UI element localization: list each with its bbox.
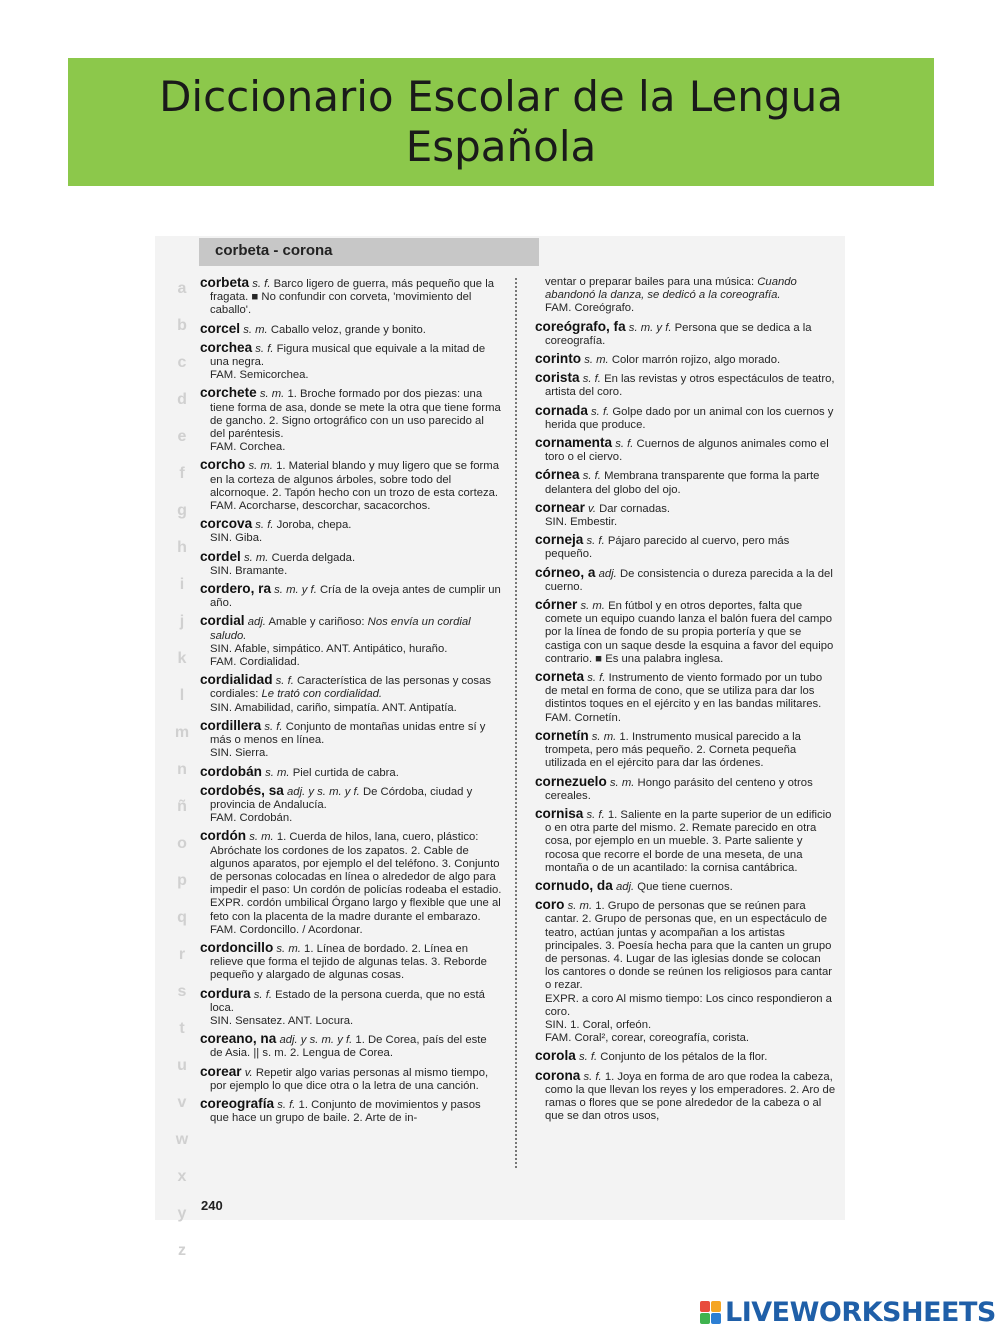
entry-definition: 1. Broche formado por dos piezas: una tiene forma de asa, donde se mete la otra que tiene forma de gancho. 2. Signo ortográfico con un uso parecido al del paréntesis. — [210, 388, 501, 441]
dictionary-entry — [200, 719, 502, 761]
liveworksheets-mark-icon — [700, 1301, 721, 1324]
entry-definition: 1. Línea de bordado. 2. Línea en relieve que forma el tejido de algunas telas. 3. Reborde pequeño y alargado de algunas cosas. — [210, 942, 487, 982]
entry-grammar: s. m. — [243, 551, 269, 564]
left-column — [200, 276, 502, 1129]
entry-definition: Piel curtida de cabra. — [292, 766, 399, 779]
entry-headword: cordura — [200, 985, 251, 1001]
entry-grammar: s. m. y f. — [274, 584, 317, 597]
entry-grammar: s. f. — [586, 535, 605, 548]
side-letter: n — [177, 761, 187, 778]
entry-definition: Amable y cariñoso: — [268, 616, 365, 629]
entry-subline: EXPR. cordón umbilical Órgano largo y flexible que une al feto con la placenta de la madre durante el embarazo. — [210, 897, 501, 923]
entry-definition: Repetir algo varias personas al mismo tiempo, por ejemplo lo que dice otra o la letra de una canción. — [210, 1066, 489, 1092]
entry-subline: SIN. Embestir. — [545, 516, 618, 529]
side-letter: y — [177, 1205, 187, 1222]
entry-subline: SIN. Afable, simpático. ANT. Antipático, huraño. — [210, 642, 448, 655]
dictionary-entry — [200, 1065, 502, 1093]
entry-subline: SIN. Giba. — [210, 532, 263, 545]
column-divider — [515, 278, 517, 1168]
dictionary-entry — [200, 941, 502, 983]
dictionary-entry — [535, 879, 837, 894]
entry-subline: FAM. Coral², corear, coreografía, corista. — [545, 1032, 750, 1045]
entry-subline: SIN. Sierra. — [210, 747, 269, 760]
side-letter: e — [177, 428, 187, 445]
dictionary-entry — [535, 670, 837, 725]
title-banner — [68, 58, 934, 186]
entry-headword: cornada — [535, 402, 588, 418]
liveworksheets-logo — [700, 1296, 996, 1328]
entry-headword: corchete — [200, 385, 257, 401]
entry-continuation: ventar o preparar bailes para una música: — [545, 276, 755, 288]
entry-subline: FAM. Acorcharse, descorchar, sacacorchos. — [210, 500, 431, 513]
dictionary-entry — [535, 598, 837, 666]
dictionary-entry — [200, 829, 502, 937]
entry-grammar: s. m. — [248, 460, 273, 473]
entry-definition: Cuernos de algunos animales como el toro o el ciervo. — [545, 438, 829, 464]
entry-subline: SIN. Amabilidad, cariño, simpatía. ANT. Antipatía. — [210, 701, 457, 714]
entry-headword: corear — [200, 1063, 242, 1079]
side-letter: a — [177, 280, 187, 297]
dictionary-entry — [535, 371, 837, 399]
dictionary-entry — [200, 784, 502, 826]
entry-grammar: adj. — [615, 880, 635, 893]
dictionary-entry — [535, 807, 837, 875]
entry-headword: corista — [535, 370, 580, 386]
side-letter: i — [179, 576, 185, 593]
dictionary-entry — [200, 765, 502, 780]
side-letter: w — [175, 1131, 189, 1148]
page-header: corbeta - corona — [215, 242, 333, 259]
dictionary-entry — [535, 775, 837, 803]
entry-subline: FAM. Cordialidad. — [210, 656, 300, 669]
entry-definition: Que tiene cuernos. — [637, 880, 733, 893]
entry-headword: corbeta — [200, 275, 250, 290]
dictionary-entry — [200, 614, 502, 669]
dictionary-entry — [200, 987, 502, 1029]
dictionary-entry — [200, 341, 502, 383]
logo-square — [711, 1313, 721, 1324]
right-column — [535, 276, 837, 1127]
dictionary-entry — [535, 1049, 837, 1064]
entry-grammar: s. f. — [277, 1098, 296, 1111]
entry-grammar: s. m. — [276, 942, 301, 955]
entry-headword: cornetín — [535, 727, 589, 743]
entry-definition: Instrumento de viento formado por un tubo de metal en forma de cono, que se utiliza para dar los distintos toques en el ejército y en las bandas militares. — [545, 672, 823, 711]
side-letter: o — [177, 835, 187, 852]
entry-headword: coreógrafo, fa — [535, 318, 626, 334]
entry-headword: cornamenta — [535, 435, 613, 451]
dictionary-entry — [200, 673, 502, 715]
entry-definition: 1. Cuerda de hilos, lana, cuero, plástico: Abróchate los cordones de los zapatos. 2. Cable de algunos aparatos, por ejemplo el del teléfono. 3. Conjunto de personas colocadas en línea o alrededor de algo para impedir el paso: Un cordón de policías rodeaba el estadio. — [210, 831, 502, 897]
side-letter: v — [177, 1094, 187, 1111]
entry-example: Nos envía un cordial saludo. — [210, 616, 471, 642]
entry-headword: corola — [535, 1048, 576, 1064]
brand-name: LIVEWORKSHEETS — [725, 1296, 996, 1328]
entry-definition: 1. Joya en forma de aro que rodea la cabeza, como la que llevan los reyes y los emperadores. 2. Aro de ramas o flores que se pone alrededor de la cabeza o al que se dan otros usos, — [545, 1070, 836, 1123]
entry-grammar: s. f. — [275, 675, 294, 688]
entry-definition: Barco ligero de guerra, más pequeño que la fragata. ■ No confundir con corveta, 'movimiento del caballo'. — [210, 278, 495, 317]
entry-definition: 1. Material blando y muy ligero que se forma en la corteza de algunos árboles, sobre todo del alcornoque. 2. Tapón hecho con un trozo de esta corteza. — [210, 460, 500, 499]
side-letter: h — [177, 539, 187, 556]
entry-grammar: s. m. — [591, 730, 617, 743]
side-letter: d — [177, 391, 187, 408]
entry-definition: 1. De Corea, país del este de Asia. || s. m. 2. Lengua de Corea. — [210, 1034, 487, 1060]
entry-headword: cornudo, da — [535, 877, 613, 893]
side-letter: r — [178, 946, 186, 963]
entry-headword: cornear — [535, 499, 585, 515]
entry-headword: córneo, a — [535, 564, 596, 580]
entry-definition: Dar cornadas. — [599, 502, 671, 515]
side-letter: j — [179, 613, 185, 630]
entry-definition: Hongo parásito del centeno y otros cereales. — [545, 776, 813, 802]
entry-grammar: s. f. — [582, 373, 601, 386]
entry-definition: 1. Conjunto de movimientos y pasos que hace un grupo de baile. 2. Arte de in- — [210, 1098, 481, 1125]
dictionary-entry — [535, 533, 837, 561]
side-letter: p — [177, 872, 187, 889]
entry-grammar: s. f. — [615, 438, 634, 451]
side-letter: b — [177, 317, 187, 334]
entry-subline: SIN. 1. Coral, orfeón. — [545, 1018, 652, 1031]
entry-headword: cornezuelo — [535, 773, 607, 789]
entry-subline: SIN. Sensatez. ANT. Locura. — [210, 1014, 354, 1027]
entry-definition: Cría de la oveja antes de cumplir un año. — [210, 584, 501, 610]
entry-headword: corcel — [200, 320, 241, 336]
entry-grammar: s. f. — [253, 988, 272, 1001]
entry-definition: En fútbol y en otros deportes, falta que comete un equipo cuando lanza el balón fuera del campo por la línea de fondo de su propia portería y que se castiga con un saque desde la esquina a favor del equipo contrario. ■ Es una palabra inglesa. — [545, 600, 834, 665]
dictionary-entry — [200, 517, 502, 545]
entry-grammar: s. f. — [255, 519, 274, 532]
side-letter: ñ — [177, 798, 187, 815]
side-letter: k — [177, 650, 187, 667]
entry-headword: cordial — [200, 613, 245, 629]
page-header-bar — [199, 238, 539, 266]
entry-grammar: s. f. — [591, 405, 610, 418]
entry-definition: Característica de las personas y cosas cordiales: — [210, 675, 492, 701]
dictionary-entry — [200, 276, 502, 318]
entry-definition: Joroba, chepa. — [276, 519, 352, 532]
entry-definition: Golpe dado por un animal con los cuernos y herida que produce. — [545, 405, 834, 431]
entry-grammar: v. — [588, 502, 596, 515]
entry-definition: Membrana transparente que forma la parte delantera del globo del ojo. — [545, 470, 820, 496]
entry-grammar: s. m. — [584, 354, 609, 367]
entry-headword: cordialidad — [200, 672, 273, 688]
entry-grammar: adj. — [247, 616, 266, 629]
dictionary-entry — [200, 1097, 502, 1125]
entry-definition: Conjunto de los pétalos de la flor. — [600, 1051, 768, 1064]
side-letter: s — [177, 983, 187, 1000]
entry-definition: De Córdoba, ciudad y provincia de Andalucía. — [210, 785, 473, 811]
entry-grammar: s. m. — [259, 388, 285, 401]
dictionary-page — [155, 236, 845, 1259]
dictionary-entry — [200, 1032, 502, 1060]
entry-headword: cordillera — [200, 717, 262, 733]
entry-grammar: s. f. — [578, 1051, 598, 1064]
entry-headword: corcova — [200, 516, 253, 532]
entry-definition: De consistencia o dureza parecida a la del cuerno. — [545, 567, 833, 593]
side-letter: t — [179, 1020, 185, 1037]
entry-headword: córner — [535, 597, 578, 613]
dictionary-entry — [535, 404, 837, 432]
entry-definition: 1. Instrumento musical parecido a la trompeta, pero más pequeño. 2. Corneta pequeña utilizada en el ejército para dar las órdenes. — [545, 730, 801, 770]
entry-definition: Color marrón rojizo, algo morado. — [611, 354, 781, 367]
entry-subline: FAM. Cordoncillo. / Acordonar. — [210, 923, 363, 936]
side-letter: q — [177, 909, 187, 926]
entry-subline: FAM. Corchea. — [210, 441, 286, 454]
entry-headword: cordero, ra — [200, 581, 272, 597]
side-letter-index — [169, 270, 195, 1269]
entry-headword: corneja — [535, 532, 584, 548]
dictionary-entry — [200, 550, 502, 578]
entry-example: Cuando abandonó la danza, se dedicó a la coreografía. — [545, 276, 797, 302]
entry-headword: cordobés, sa — [200, 782, 284, 798]
entry-grammar: s. f. — [587, 672, 606, 685]
entry-grammar: s. m. — [243, 323, 268, 336]
entry-headword: córnea — [535, 467, 580, 483]
entry-headword: coreografía — [200, 1095, 275, 1111]
entry-headword: corona — [535, 1067, 581, 1083]
entry-grammar: adj. y s. m. y f. — [287, 785, 360, 798]
entry-grammar: s. m. — [580, 600, 605, 613]
entry-definition: Cuerda delgada. — [271, 551, 356, 564]
entry-headword: corcho — [200, 457, 246, 473]
side-letter: z — [178, 1242, 186, 1259]
entry-definition: En las revistas y otros espectáculos de teatro, artista del coro. — [545, 373, 835, 399]
dictionary-entry — [535, 468, 837, 496]
entry-subline: FAM. Cornetín. — [545, 711, 621, 724]
entry-definition: 1. Grupo de personas que se reúnen para cantar. 2. Grupo de personas que, en un espectáculo de teatro, actúan juntas y acompañan a los artistas principales. 3. Poesía hecha para que la canten un grupo de personas. 4. Lugar de las iglesias donde se colocan los cantores o donde se reúnen los religiosos para cantar o rezar. — [545, 900, 832, 992]
side-letter: l — [179, 687, 185, 704]
entry-definition: Caballo veloz, grande y bonito. — [270, 323, 426, 336]
entry-headword: cornisa — [535, 805, 584, 821]
entry-definition: Estado de la persona cuerda, que no está loca. — [210, 988, 485, 1014]
entry-definition: Conjunto de montañas unidas entre sí y más o menos en línea. — [210, 720, 486, 747]
entry-subline: FAM. Cordobán. — [210, 812, 293, 825]
entry-definition: Pájaro parecido al cuervo, pero más pequeño. — [545, 535, 790, 561]
entry-headword: corchea — [200, 339, 253, 355]
entry-grammar: v. — [244, 1066, 253, 1079]
entry-definition: 1. Saliente en la parte superior de un edificio o en otra parte del mismo. 2. Remate parecido en otra cosa, por ejemplo en un mueble. 3. Parte saliente y rocosa que recorre el borde de una meseta, de una montaña o de un acantilado: la cornisa cantábrica. — [545, 808, 832, 874]
entry-grammar: s. f. — [252, 278, 271, 290]
entry-subline: FAM. Coreógrafo. — [545, 302, 635, 315]
entry-subline: FAM. Semicorchea. — [210, 369, 309, 382]
entry-headword: cordel — [200, 548, 241, 564]
dictionary-entry — [200, 582, 502, 610]
dictionary-entry — [535, 1069, 837, 1124]
dictionary-entry — [535, 729, 837, 771]
entry-headword: cordoncillo — [200, 939, 274, 955]
entry-grammar: s. m. — [265, 766, 290, 779]
side-letter: f — [179, 465, 185, 482]
entry-subline: EXPR. a coro Al mismo tiempo: Los cinco respondieron a coro. — [545, 992, 832, 1018]
entry-grammar: s. f. — [586, 808, 605, 821]
entry-grammar: s. f. — [264, 720, 283, 733]
entry-grammar: s. m. — [567, 900, 593, 913]
logo-square — [711, 1301, 721, 1312]
page-number: 240 — [201, 1198, 223, 1213]
entry-grammar: s. f. — [583, 1070, 602, 1083]
entry-definition: Figura musical que equivale a la mitad de una negra. — [210, 342, 486, 369]
entry-headword: coro — [535, 897, 565, 913]
entry-headword: cordobán — [200, 763, 262, 779]
dictionary-entry — [200, 458, 502, 513]
entry-subline: SIN. Bramante. — [210, 564, 288, 577]
page-title: Diccionario Escolar de la Lengua Española — [159, 72, 843, 171]
entry-example: Le trató con cordialidad. — [261, 688, 383, 701]
dictionary-entry — [535, 320, 837, 348]
entry-headword: corneta — [535, 669, 585, 685]
side-letter: x — [177, 1168, 187, 1185]
dictionary-entry — [200, 322, 502, 337]
side-letter: m — [174, 724, 190, 741]
logo-square — [700, 1313, 710, 1324]
dictionary-entry — [200, 386, 502, 454]
dictionary-entry — [535, 352, 837, 367]
entry-grammar: s. m. — [609, 776, 635, 789]
entry-definition: Persona que se dedica a la coreografía. — [545, 321, 812, 347]
logo-square — [700, 1301, 710, 1312]
dictionary-entry — [535, 566, 837, 594]
entry-grammar: s. m. y f. — [628, 321, 672, 334]
entry-grammar: s. f. — [255, 342, 274, 355]
dictionary-entry — [535, 276, 837, 316]
entry-headword: corinto — [535, 351, 582, 367]
dictionary-entry — [535, 436, 837, 464]
entry-grammar: adj. — [598, 567, 617, 580]
entry-grammar: s. m. — [249, 831, 274, 844]
dictionary-entry — [535, 898, 837, 1045]
entry-headword: coreano, na — [200, 1031, 277, 1047]
side-letter: g — [177, 502, 187, 519]
entry-grammar: adj. y s. m. y f. — [279, 1034, 353, 1047]
entry-grammar: s. f. — [582, 470, 601, 483]
entry-headword: cordón — [200, 828, 247, 844]
side-letter: c — [177, 354, 187, 371]
dictionary-entry — [535, 501, 837, 529]
side-letter: u — [177, 1057, 187, 1074]
